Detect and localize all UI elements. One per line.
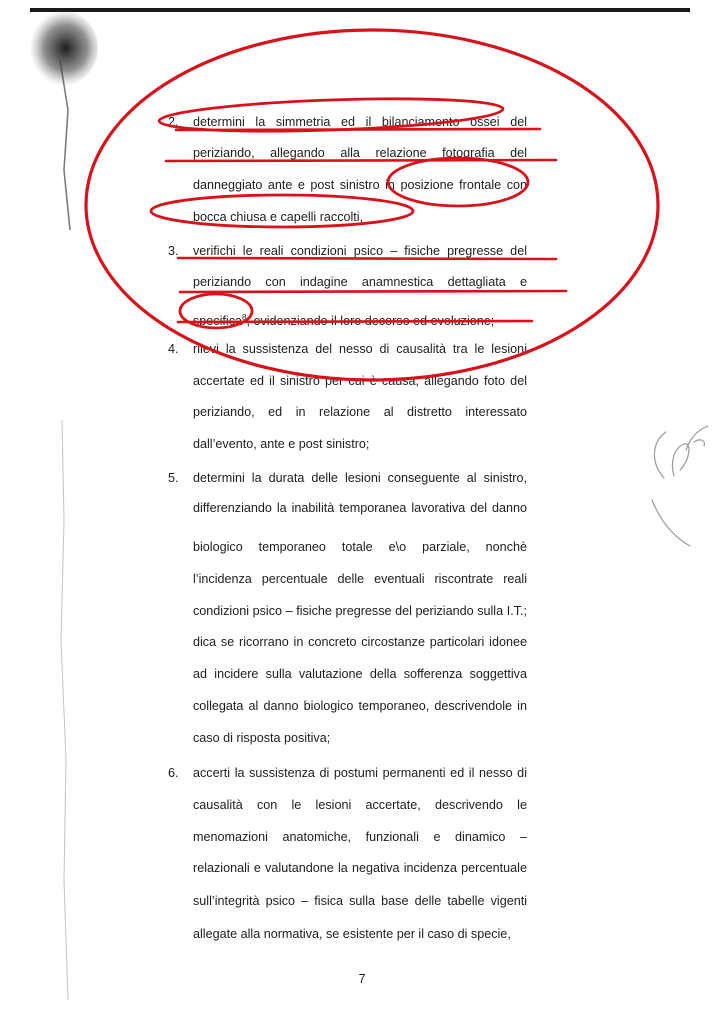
underline-4 xyxy=(180,291,566,292)
list-item-line: relazionali e valutandone la negativa incidenza percentuale xyxy=(193,861,527,875)
list-item-line: dall’evento, ante e post sinistro; xyxy=(193,437,370,451)
footnote-marker: 8 xyxy=(242,313,247,322)
list-item-line: dica se ricorrano in concreto circostanze particolari idonee xyxy=(193,635,527,649)
list-item-line: determini la simmetria ed il bilanciamento ossei del xyxy=(193,115,527,129)
list-item-line: rilevi la sussistenza del nesso di causalità tra le lesioni xyxy=(193,342,527,356)
list-item-line: allegate alla normativa, se esistente per il caso di specie, xyxy=(193,927,511,941)
list-item-line: accerti la sussistenza di postumi permanenti ed il nesso di xyxy=(193,766,527,780)
list-item-line: menomazioni anatomiche, funzionali e dinamico – xyxy=(193,830,527,844)
list-item-number: 4. xyxy=(168,342,179,356)
list-item-number: 3. xyxy=(168,244,179,258)
scan-top-edge xyxy=(30,8,690,12)
list-item-number: 2. xyxy=(168,115,179,129)
list-item-line: caso di risposta positiva; xyxy=(193,731,331,745)
list-item-line: determini la durata delle lesioni conseguente al sinistro, xyxy=(193,471,527,485)
list-item-line: collegata al danno biologico temporaneo, descrivendole in xyxy=(193,699,527,713)
list-item-line: sull’integrità psico – fisica sulla base delle tabelle vigenti xyxy=(193,894,527,908)
list-item-number: 5. xyxy=(168,471,179,485)
list-item-line: accertate ed il sinistro per cui è causa, allegando foto del xyxy=(193,374,527,388)
list-item-line: l’incidenza percentuale delle eventuali riscontrate reali xyxy=(193,572,527,586)
list-item-line: causalità con le lesioni accertate, descrivendo le xyxy=(193,798,527,812)
list-item-line: danneggiato ante e post sinistro in posizione frontale con xyxy=(193,178,527,192)
page-number: 7 xyxy=(358,972,366,986)
list-item-line: specifica$^8$, evidenziando il loro decorso ed evoluzione; xyxy=(193,313,495,329)
list-item-line: periziando, ed in relazione al distretto interessato xyxy=(193,405,527,419)
list-item-line: differenziando la inabilità temporanea lavorativa del danno xyxy=(193,501,527,515)
list-item-number: 6. xyxy=(168,766,179,780)
list-item-line: biologico temporaneo totale e\o parziale, nonchè xyxy=(193,540,527,554)
list-item-line: periziando, allegando alla relazione fotografia del xyxy=(193,146,527,160)
list-item-line: ad incidere sulla valutazione della sofferenza soggettiva xyxy=(193,667,527,681)
list-item-line: condizioni psico – fisiche pregresse del periziando sulla I.T.; xyxy=(193,604,527,618)
handwritten-initials xyxy=(652,426,708,546)
list-item-line: verifichi le reali condizioni psico – fisiche pregresse del xyxy=(193,244,527,258)
scan-shadow xyxy=(0,0,110,1024)
list-item-line: bocca chiusa e capelli raccolti, xyxy=(193,210,364,224)
list-item-line: periziando con indagine anamnestica dettagliata e xyxy=(193,275,527,289)
